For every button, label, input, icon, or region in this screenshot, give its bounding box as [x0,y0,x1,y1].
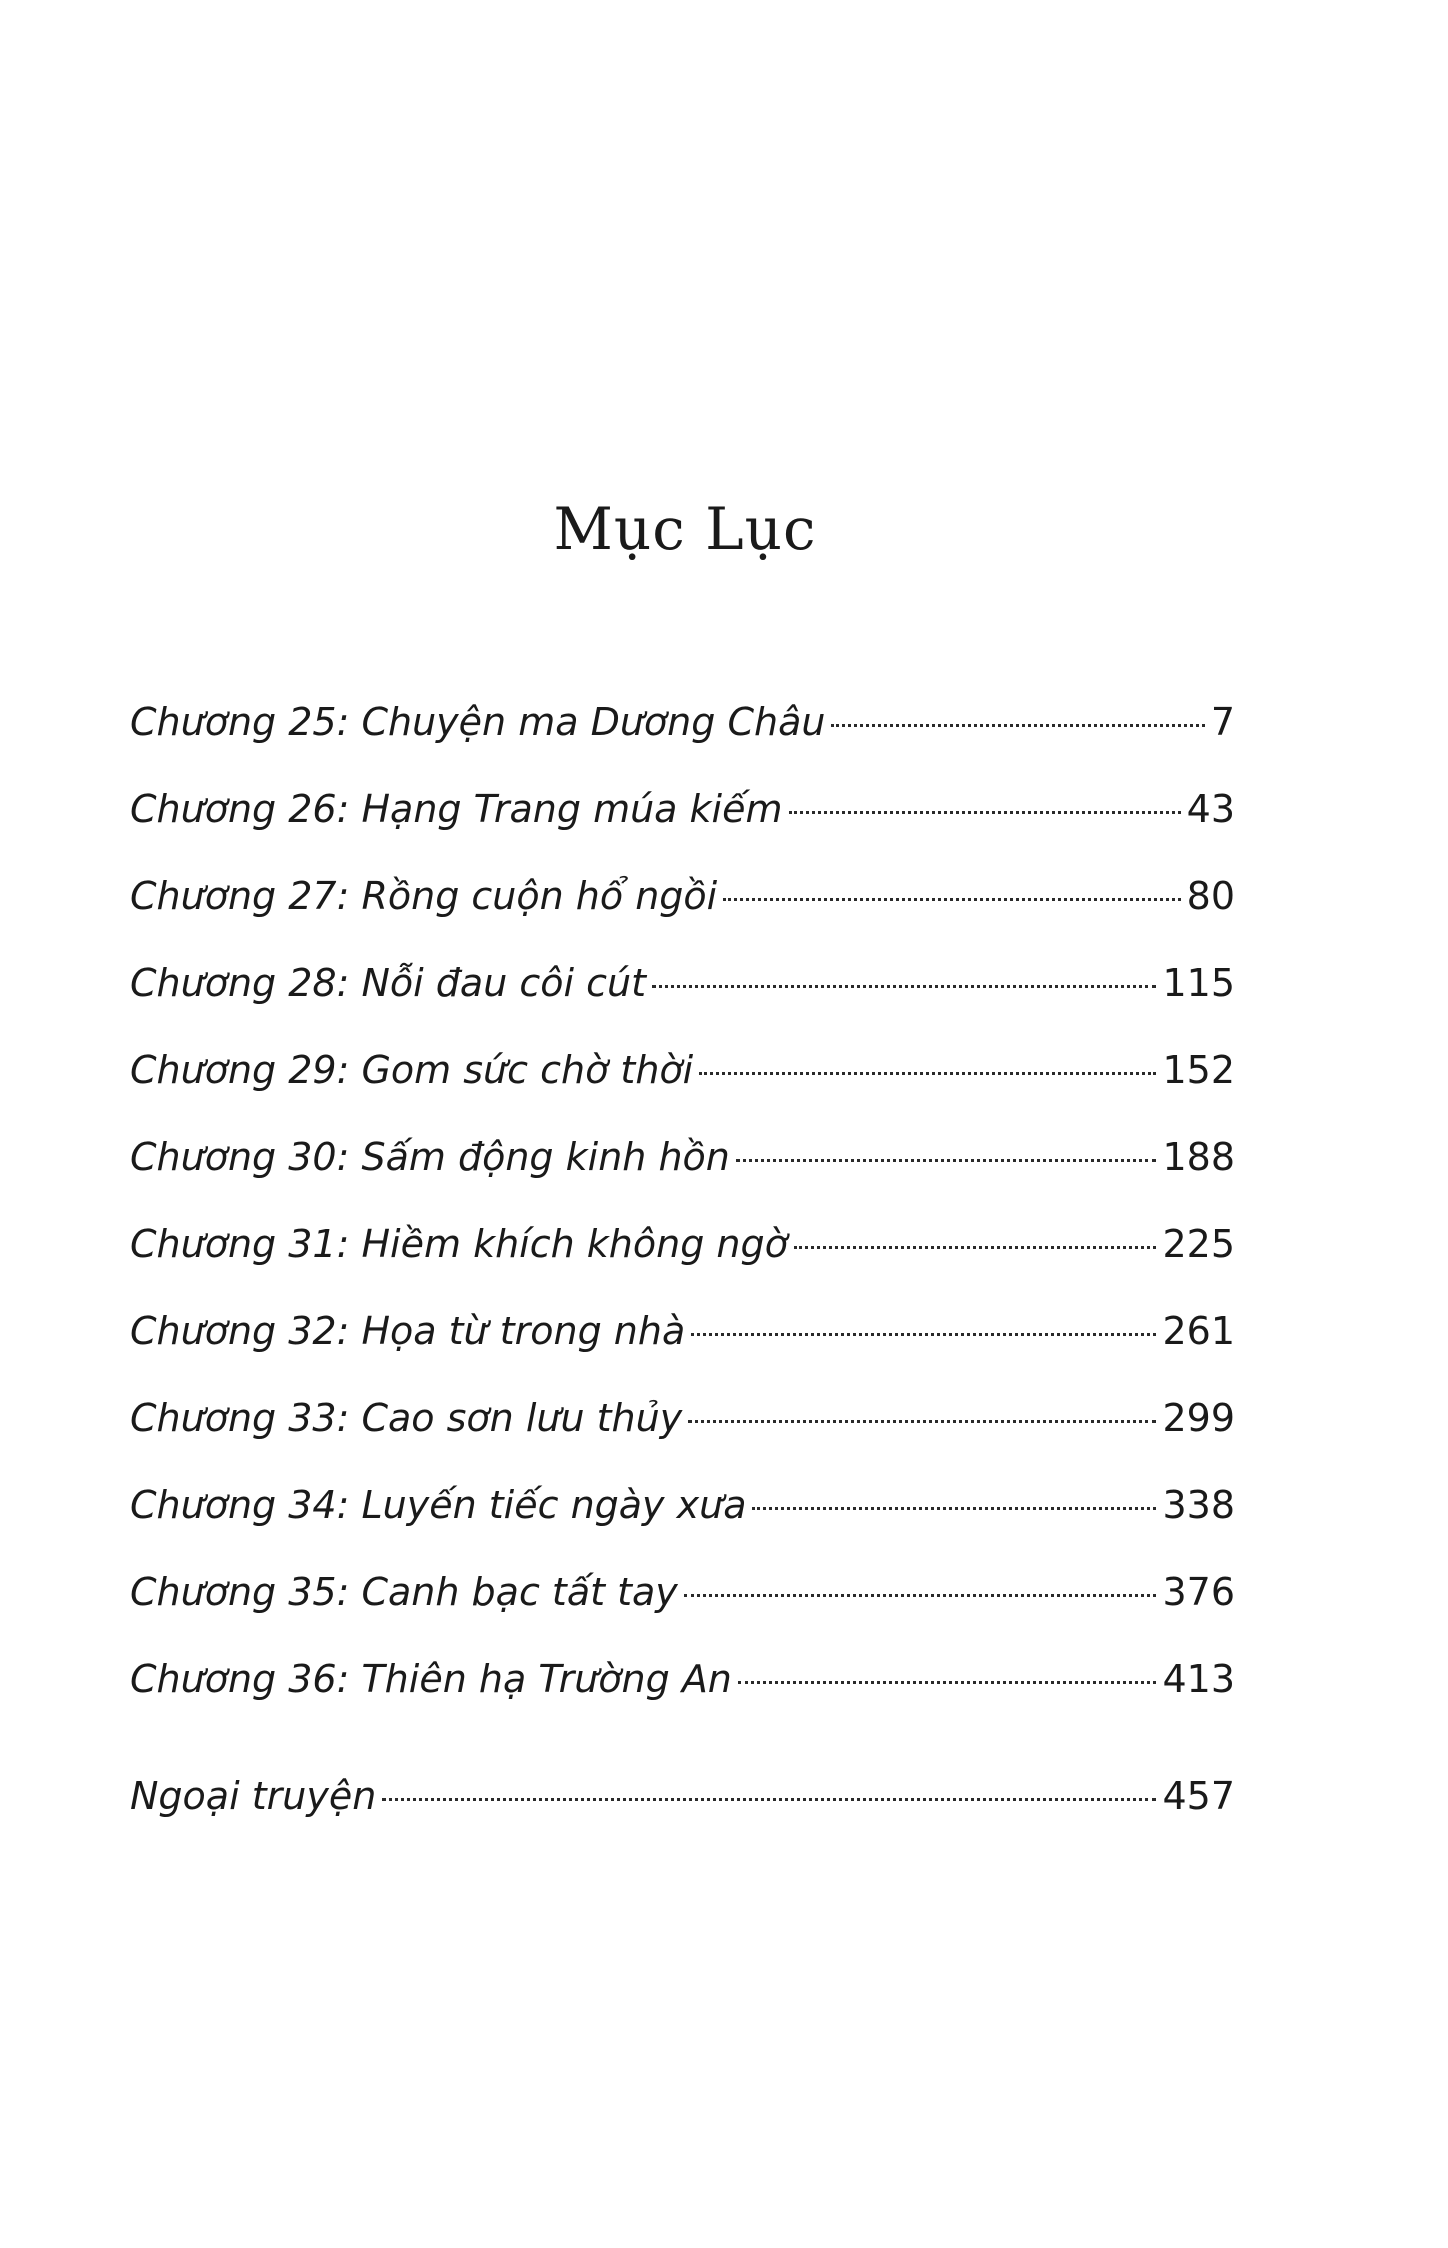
toc-entry [130,1570,1235,1657]
toc-entry-page: 43 [1186,787,1235,831]
dot-leader [723,898,1180,901]
toc-entry-label: Chương 26: Hạng Trang múa kiếm [130,787,783,831]
dot-leader [736,1159,1157,1162]
toc-entry-label: Chương 27: Rồng cuộn hổ ngồi [130,874,718,918]
toc-entry [130,1135,1235,1222]
toc-entry-page: 7 [1210,700,1235,744]
toc-entry [130,700,1235,787]
dot-leader [382,1798,1156,1801]
dot-leader [699,1072,1156,1075]
toc-entry-page: 115 [1162,961,1235,1005]
toc-entry [130,961,1235,1048]
toc-entry [130,1048,1235,1135]
toc-entry-page: 338 [1162,1483,1235,1527]
toc-entry [130,787,1235,874]
dot-leader [738,1681,1157,1684]
toc-entry-label: Chương 25: Chuyện ma Dương Châu [130,700,826,744]
dot-leader [691,1333,1156,1336]
toc-entry-label: Chương 28: Nỗi đau côi cút [130,961,647,1005]
toc-entry [130,874,1235,961]
toc-entry-label: Chương 32: Họa từ trong nhà [130,1309,686,1353]
toc-entry-page: 152 [1162,1048,1235,1092]
dot-leader [794,1246,1157,1249]
toc-entry [130,1396,1235,1483]
toc-entry-page: 457 [1162,1774,1235,1818]
dot-leader [752,1507,1156,1510]
dot-leader [688,1420,1156,1423]
toc-entry-extra [130,1774,1235,1861]
toc-entry-page: 299 [1162,1396,1235,1440]
table-of-contents [130,700,1235,1861]
toc-entry [130,1222,1235,1309]
toc-entry [130,1483,1235,1570]
toc-entry-page: 261 [1162,1309,1235,1353]
toc-entry-page: 80 [1186,874,1235,918]
toc-entry-label: Chương 35: Canh bạc tất tay [130,1570,678,1614]
toc-entry [130,1309,1235,1396]
dot-leader [831,724,1204,727]
dot-leader [652,985,1156,988]
toc-entry-label: Chương 30: Sấm động kinh hồn [130,1135,730,1179]
toc-entry [130,1657,1235,1744]
dot-leader [684,1594,1157,1597]
toc-entry-label: Ngoại truyện [130,1774,377,1818]
toc-entry-label: Chương 36: Thiên hạ Trường An [130,1657,732,1701]
toc-entry-label: Chương 29: Gom sức chờ thời [130,1048,694,1092]
toc-entry-page: 225 [1162,1222,1235,1266]
toc-entry-label: Chương 33: Cao sơn lưu thủy [130,1396,683,1440]
toc-entry-page: 188 [1162,1135,1235,1179]
page-title: Mục Lục [553,495,817,563]
toc-entry-label: Chương 34: Luyến tiếc ngày xưa [130,1483,747,1527]
toc-entry-page: 413 [1162,1657,1235,1701]
toc-entry-label: Chương 31: Hiềm khích không ngờ [130,1222,788,1266]
dot-leader [789,811,1181,814]
toc-entry-page: 376 [1162,1570,1235,1614]
